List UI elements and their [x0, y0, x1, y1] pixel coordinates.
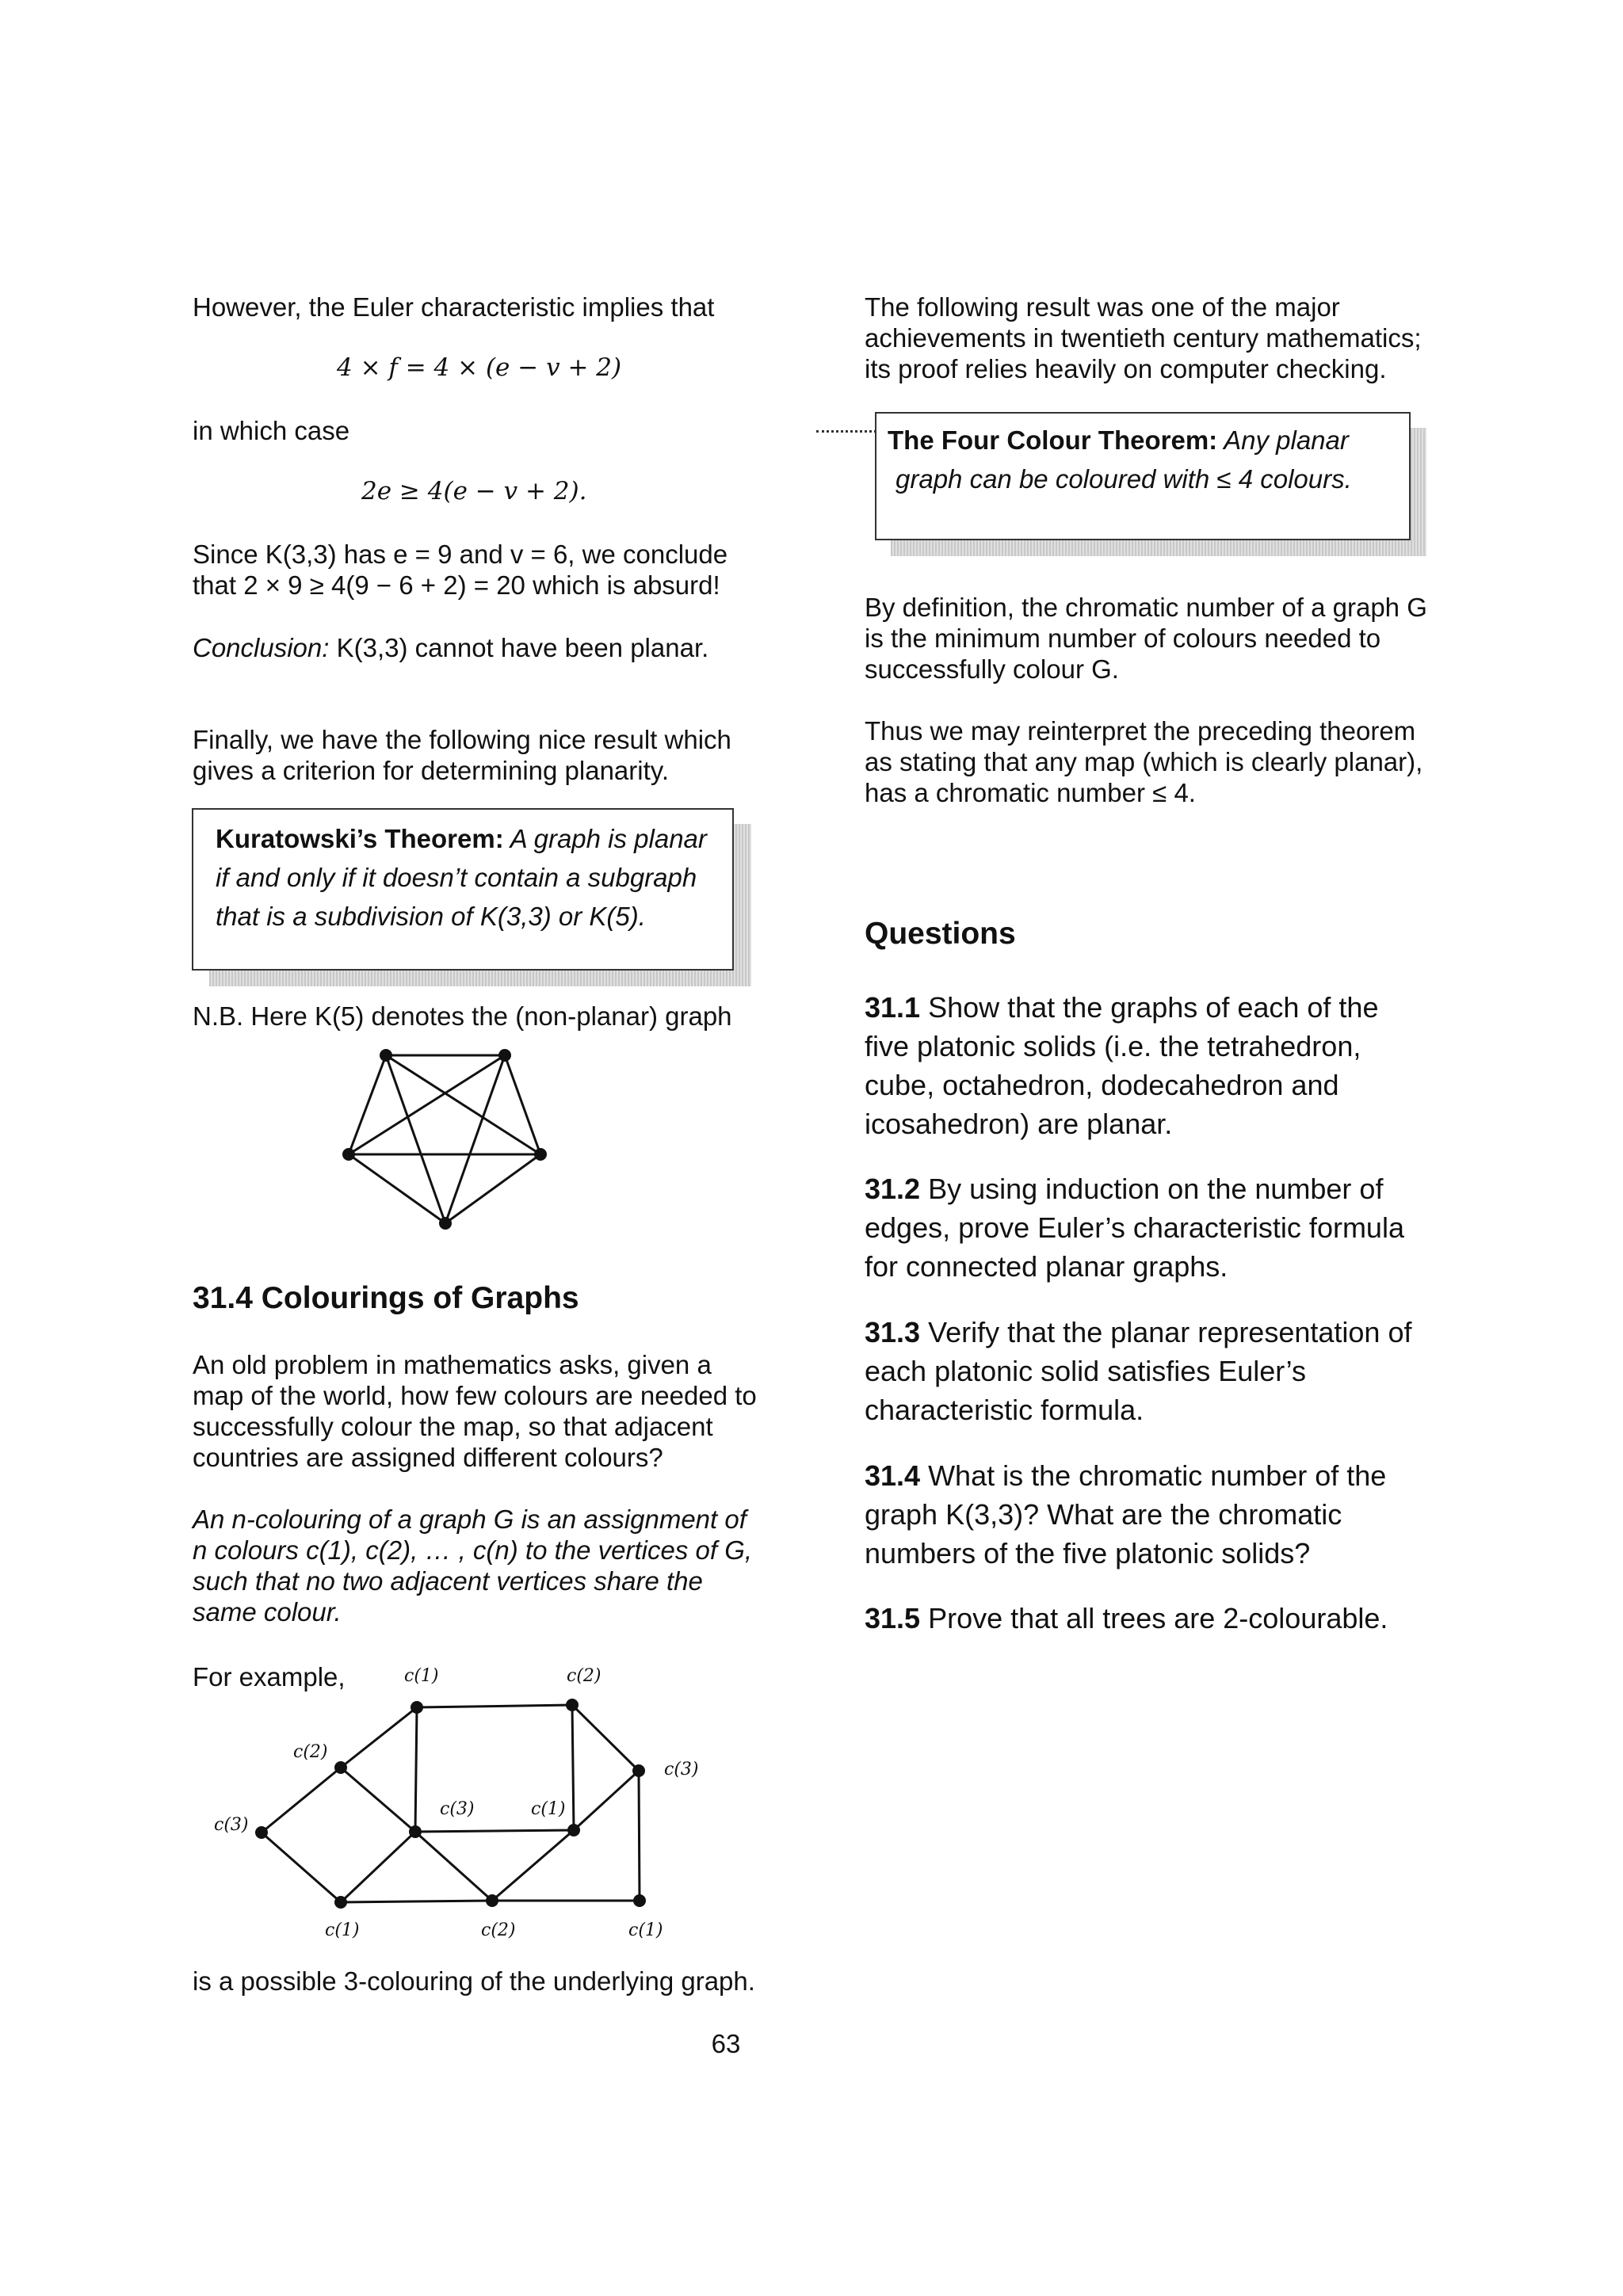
colouring-edge [415, 1830, 574, 1832]
colouring-vertex [255, 1826, 268, 1839]
colouring-edge [572, 1705, 639, 1771]
questions-title: Questions [865, 917, 1016, 951]
four-colour-title: The Four Colour Theorem: [888, 425, 1218, 455]
colouring-edge [262, 1768, 341, 1833]
in-which-case: in which case [193, 416, 350, 445]
question-31-4: 31.4 What is the chromatic number of the graph K(3,3)? What are the chromatic numbers of the five platonic solids? [865, 1459, 1387, 1569]
nb-k5: N.B. Here K(5) denotes the (non-planar) graph [193, 1001, 732, 1031]
k5-edge [445, 1154, 540, 1223]
k5-vertex [342, 1148, 355, 1161]
k5-edge [386, 1055, 540, 1154]
k5-edge [445, 1055, 505, 1223]
dotted-leader [816, 430, 876, 433]
k5-edge [349, 1055, 505, 1154]
equation-1: 4 × f = 4 × (e − v + 2) [337, 353, 622, 382]
k5-edge [349, 1154, 445, 1223]
label-bottom-mid: c(2) [481, 1920, 516, 1940]
major-line-1: The following result was one of the major [865, 292, 1340, 322]
definition-line-2: n colours c(1), c(2), … , c(n) to the vertices of G, [193, 1535, 753, 1565]
k33-line-1: Since K(3,3) has e = 9 and v = 6, we conclude [193, 540, 728, 569]
problem-line-2: map of the world, how few colours are needed to [193, 1381, 757, 1410]
colouring-vertex [486, 1894, 498, 1907]
four-colour-line-1: The Four Colour Theorem: Any planar [888, 425, 1349, 455]
colouring-edge [417, 1705, 572, 1707]
k5-vertex [534, 1148, 547, 1161]
question-31-2: 31.2 By using induction on the number of edges, prove Euler’s characteristic formula for connected planar graphs. [865, 1173, 1404, 1283]
conclusion-label: Conclusion: [193, 633, 330, 662]
finally-line-2: gives a criterion for determining planarity. [193, 756, 669, 785]
colouring-edge [341, 1832, 415, 1902]
colouring-edge [415, 1707, 417, 1832]
k5-edge [349, 1055, 386, 1154]
reinterpret-line-2: as stating that any map (which is clearly planar), [865, 747, 1423, 776]
k5-vertex [439, 1217, 452, 1230]
label-upper-left: c(2) [293, 1742, 328, 1762]
four-colour-line-2: graph can be coloured with ≤ 4 colours. [896, 464, 1352, 494]
colouring-vertex [334, 1896, 347, 1909]
label-top-left: c(1) [404, 1666, 439, 1686]
label-far-left: c(3) [214, 1815, 249, 1835]
label-bottom-left: c(1) [325, 1920, 360, 1940]
question-31-5: 31.5 Prove that all trees are 2-colourable. [865, 1602, 1388, 1634]
colouring-edge [572, 1705, 574, 1830]
k5-vertex [498, 1049, 511, 1062]
kuratowski-line-2: if and only if it doesn’t contain a subgraph [216, 863, 697, 892]
problem-line-4: countries are assigned different colours? [193, 1443, 663, 1472]
kuratowski-theorem-box [192, 808, 734, 971]
kuratowski-line-1: Kuratowski’s Theorem: A graph is planar [216, 824, 707, 853]
question-31-1: 31.1 Show that the graphs of each of the five platonic solids (i.e. the tetrahedron, cube, octahedron, dodecahedron and icosahedron) are planar. [865, 991, 1379, 1140]
reinterpret-line-1: Thus we may reinterpret the preceding theorem [865, 716, 1416, 746]
finally-line-1: Finally, we have the following nice result which [193, 725, 731, 754]
definition-line-1: An n-colouring of a graph G is an assignment of [193, 1505, 747, 1534]
label-top-right: c(2) [567, 1666, 601, 1686]
colouring-vertex [409, 1825, 422, 1838]
section-title: 31.4 Colourings of Graphs [193, 1281, 579, 1315]
colouring-edge [639, 1771, 640, 1901]
label-inner-left: c(3) [440, 1799, 475, 1819]
definition-line-3: such that no two adjacent vertices share the [193, 1566, 703, 1596]
four-colour-theorem-box [875, 412, 1411, 540]
after-example: is a possible 3-colouring of the underlying graph. [193, 1966, 755, 1996]
kuratowski-line-3: that is a subdivision of K(3,3) or K(5). [216, 902, 646, 931]
colouring-edge [492, 1830, 574, 1901]
problem-line-3: successfully colour the map, so that adjacent [193, 1412, 713, 1441]
k5-graph [333, 1038, 571, 1244]
for-example: For example, [193, 1662, 346, 1691]
colouring-vertex [411, 1701, 423, 1714]
conclusion-text: K(3,3) cannot have been planar. [329, 633, 709, 662]
page-number: 63 [711, 2029, 741, 2058]
colouring-graph [206, 1664, 729, 1957]
colouring-vertex [566, 1699, 579, 1711]
euler-intro: However, the Euler characteristic implies that [193, 292, 715, 322]
kuratowski-title: Kuratowski’s Theorem: [216, 824, 504, 853]
chromatic-def-line-3: successfully colour G. [865, 654, 1119, 684]
reinterpret-line-3: has a chromatic number ≤ 4. [865, 778, 1196, 807]
colouring-edge [341, 1768, 415, 1832]
definition-line-4: same colour. [193, 1597, 342, 1627]
k5-vertex [380, 1049, 392, 1062]
major-line-3: its proof relies heavily on computer checking. [865, 354, 1387, 383]
colouring-edge [341, 1901, 492, 1902]
k5-edge [505, 1055, 540, 1154]
colouring-edge [415, 1832, 492, 1901]
conclusion [193, 632, 708, 663]
colouring-vertex [633, 1894, 646, 1907]
equation-2: 2e ≥ 4(e − v + 2). [361, 477, 587, 505]
label-far-right: c(3) [664, 1760, 699, 1779]
label-inner-right: c(1) [531, 1799, 566, 1819]
label-bottom-right: c(1) [628, 1920, 663, 1940]
major-line-2: achievements in twentieth century mathematics; [865, 323, 1422, 353]
question-31-3: 31.3 Verify that the planar representation of each platonic solid satisfies Euler’s characteristic formula. [865, 1316, 1412, 1426]
chromatic-def-line-1: By definition, the chromatic number of a graph G [865, 593, 1427, 622]
colouring-vertex [567, 1824, 580, 1836]
colouring-vertex [334, 1761, 347, 1774]
chromatic-def-line-2: is the minimum number of colours needed to [865, 624, 1381, 653]
k33-line-2: that 2 × 9 ≥ 4(9 − 6 + 2) = 20 which is absurd! [193, 570, 720, 600]
colouring-edge [262, 1833, 341, 1902]
problem-line-1: An old problem in mathematics asks, given a [193, 1350, 712, 1379]
colouring-edge [574, 1771, 639, 1830]
colouring-vertex [632, 1764, 645, 1777]
colouring-edge [341, 1707, 417, 1768]
k5-edge [386, 1055, 445, 1223]
